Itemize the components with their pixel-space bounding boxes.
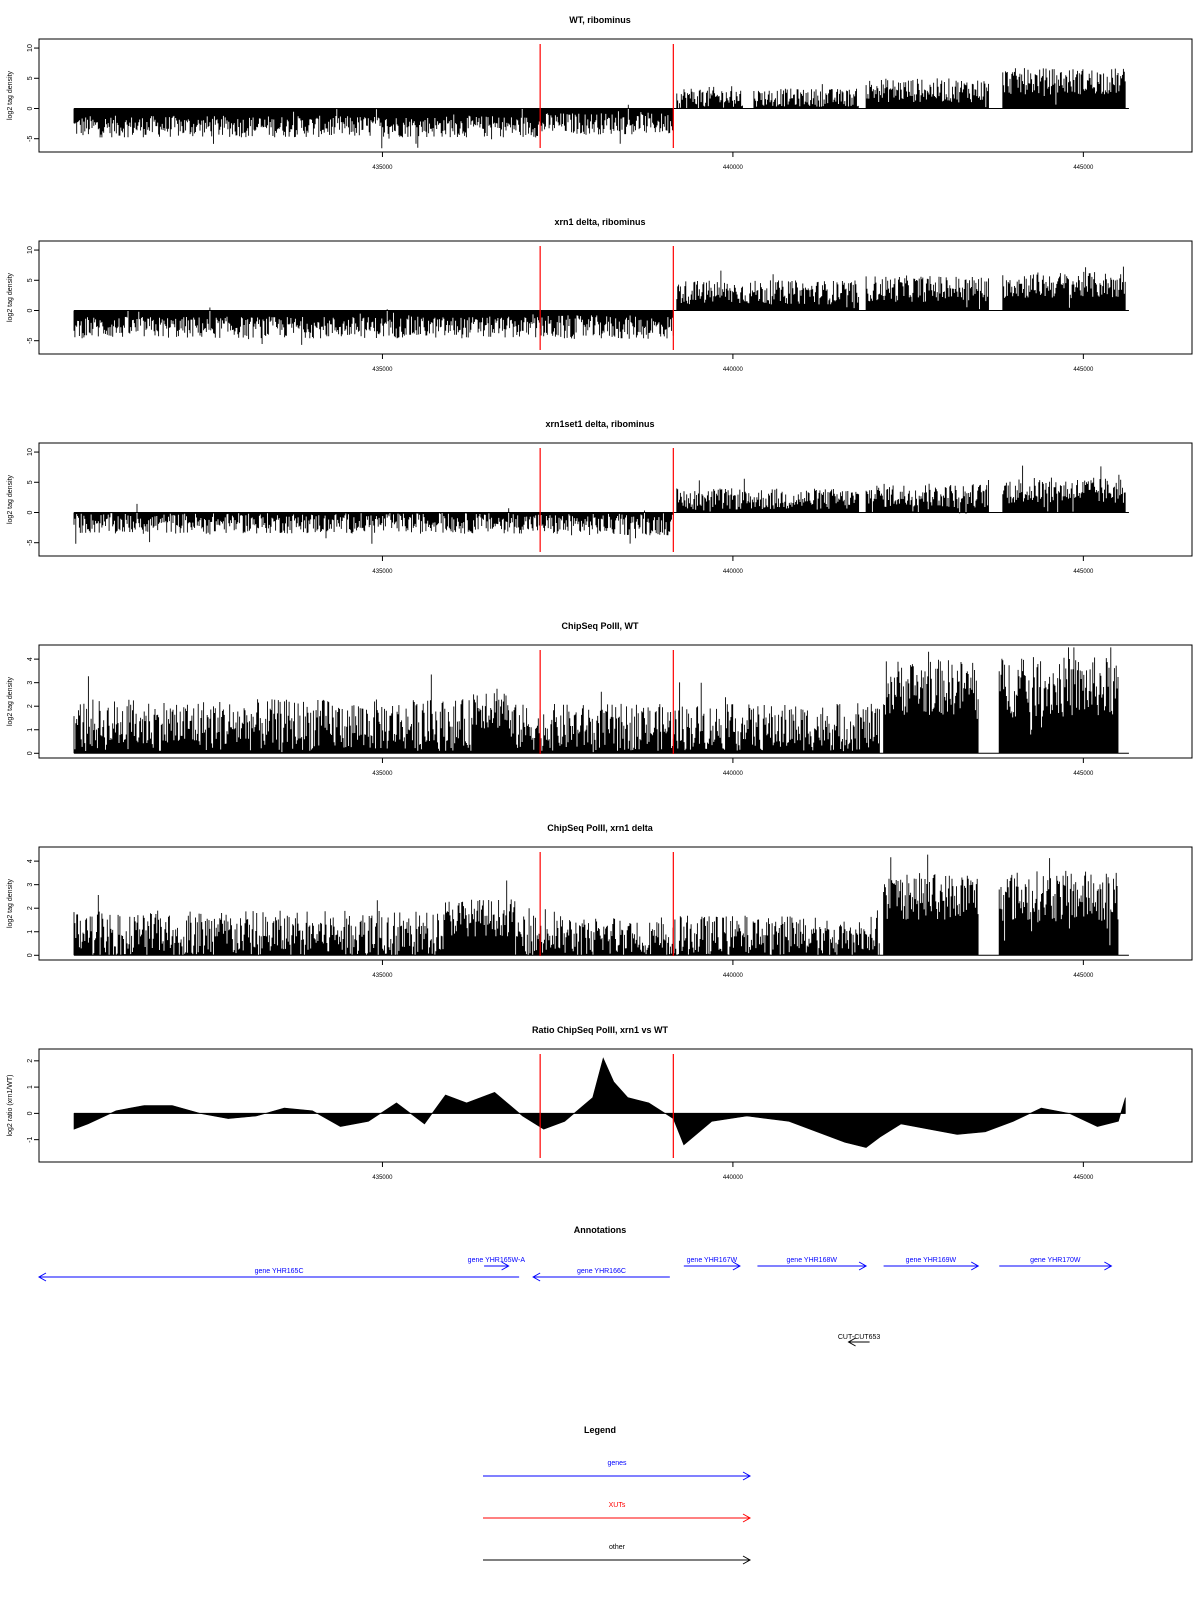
- panel-title: xrn1 delta, ribominus: [554, 217, 646, 227]
- y-axis-label: log2 tag density: [7, 474, 14, 525]
- legend-label: XUTs: [608, 1502, 626, 1509]
- y-tick-label: 5: [27, 278, 34, 283]
- x-tick-label: 435000: [372, 165, 393, 171]
- x-tick-label: 440000: [722, 973, 743, 979]
- x-tick-label: 440000: [722, 569, 743, 575]
- x-tick-label: 440000: [722, 165, 743, 171]
- annotations-title: Annotations: [573, 1225, 627, 1235]
- y-tick-label: 3: [27, 680, 34, 685]
- x-tick-label: 445000: [1073, 973, 1094, 979]
- data-bars: [74, 466, 1125, 544]
- annotation-7: [999, 1257, 1111, 1270]
- y-tick-label: 10: [27, 44, 34, 52]
- y-tick-label: 10: [27, 246, 34, 254]
- legend-item-genes: [483, 1460, 750, 1480]
- panel-title: ChipSeq PolII, WT: [561, 621, 639, 631]
- annotation-6: [884, 1257, 979, 1270]
- x-tick-label: 445000: [1073, 771, 1094, 777]
- legend-item-other: [483, 1544, 750, 1564]
- data-bars: [74, 267, 1125, 345]
- annotation-4: [684, 1257, 740, 1270]
- panel-title: Ratio ChipSeq PolII, xrn1 vs WT: [531, 1025, 669, 1035]
- y-tick-label: -1: [27, 1136, 34, 1143]
- x-tick-label: 440000: [722, 367, 743, 373]
- annotation-label: gene YHR166C: [577, 1268, 626, 1275]
- annotation-label: gene YHR168W: [786, 1257, 837, 1264]
- annotation-2: [468, 1257, 526, 1270]
- annotation-label: gene YHR165C: [254, 1268, 304, 1275]
- y-tick-label: 0: [27, 308, 34, 313]
- annotation-label: gene YHR167W: [686, 1257, 738, 1264]
- track-panels: [7, 15, 1192, 1181]
- x-tick-label: 440000: [722, 1175, 743, 1181]
- panel-title: xrn1set1 delta, ribominus: [545, 419, 655, 429]
- x-tick-label: 445000: [1073, 165, 1094, 171]
- y-tick-label: 4: [27, 657, 34, 662]
- x-tick-label: 445000: [1073, 1175, 1094, 1181]
- y-tick-label: 10: [27, 448, 34, 456]
- legend-label: other: [609, 1544, 625, 1551]
- panel-title: WT, ribominus: [569, 15, 631, 25]
- y-axis-label: log2 ratio (xrn1/WT): [7, 1074, 14, 1137]
- y-axis-label: log2 tag density: [7, 272, 14, 323]
- y-tick-label: -5: [27, 337, 34, 344]
- y-tick-label: 0: [27, 510, 34, 515]
- y-tick-label: 3: [27, 882, 34, 887]
- x-tick-label: 435000: [372, 1175, 393, 1181]
- annotation-label: gene YHR170W: [1030, 1257, 1081, 1264]
- x-tick-label: 435000: [372, 367, 393, 373]
- panel-2: [7, 217, 1192, 373]
- panel-1: [7, 15, 1192, 171]
- y-tick-label: 0: [27, 106, 34, 111]
- legend-title: Legend: [583, 1425, 617, 1435]
- panel-6: [7, 1025, 1192, 1181]
- y-tick-label: 5: [27, 76, 34, 81]
- annotation-label: gene YHR169W: [905, 1257, 957, 1264]
- x-tick-label: 435000: [372, 771, 393, 777]
- annotation-1: [39, 1268, 519, 1281]
- y-tick-label: 0: [27, 953, 34, 958]
- annotation-label: gene YHR165W-A: [467, 1257, 526, 1264]
- y-tick-label: -5: [27, 539, 34, 546]
- y-tick-label: 2: [27, 704, 34, 709]
- y-tick-label: 4: [27, 859, 34, 864]
- x-tick-label: 435000: [372, 569, 393, 575]
- y-tick-label: 0: [27, 1111, 34, 1116]
- y-tick-label: 1: [27, 727, 34, 732]
- data-bars: [74, 647, 1118, 753]
- panel-5: [7, 823, 1192, 979]
- y-tick-label: -5: [27, 135, 34, 142]
- y-tick-label: 0: [27, 751, 34, 756]
- legend-item-XUTs: [483, 1502, 750, 1522]
- data-bars: [74, 855, 1118, 956]
- panel-4: [7, 621, 1192, 777]
- y-tick-label: 1: [27, 1085, 34, 1090]
- y-axis-label: log2 tag density: [7, 878, 14, 929]
- y-tick-label: 2: [27, 906, 34, 911]
- y-tick-label: 1: [27, 929, 34, 934]
- y-tick-label: 5: [27, 480, 34, 485]
- annotation-8: [838, 1334, 881, 1346]
- legend-label: genes: [607, 1460, 627, 1467]
- x-tick-label: 440000: [722, 771, 743, 777]
- annotations-section: [39, 1225, 1111, 1346]
- ratio-area: [74, 1058, 1125, 1147]
- annotation-3: [533, 1268, 670, 1281]
- x-tick-label: 445000: [1073, 367, 1094, 373]
- y-axis-label: log2 tag density: [7, 676, 14, 727]
- legend-section: [483, 1425, 750, 1564]
- annotation-label: CUT-CUT653: [837, 1334, 881, 1341]
- panel-title: ChipSeq PolII, xrn1 delta: [547, 823, 653, 833]
- panel-3: [7, 419, 1192, 575]
- x-tick-label: 445000: [1073, 569, 1094, 575]
- x-tick-label: 435000: [372, 973, 393, 979]
- annotation-5: [757, 1257, 866, 1270]
- y-axis-label: log2 tag density: [7, 70, 14, 121]
- y-tick-label: 2: [27, 1058, 34, 1063]
